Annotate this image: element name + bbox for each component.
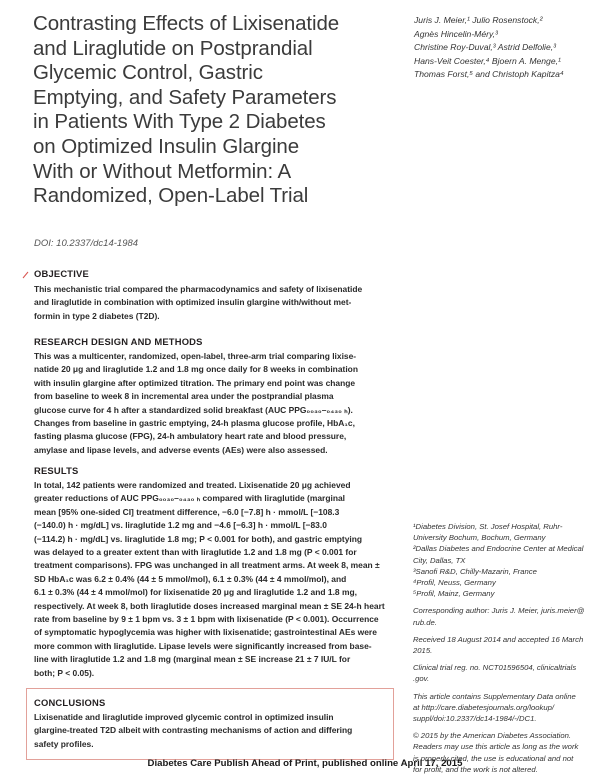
- clinical-trial-line: .gov.: [413, 674, 430, 684]
- results-line: line with liraglutide 1.2 and 1.8 mg (marginal mean ± SE increase 21 ± 7 IU/L for: [34, 654, 351, 665]
- conclusions-line: Lixisenatide and liraglutide improved glycemic control in optimized insulin: [34, 712, 334, 722]
- received-line: 2015.: [413, 646, 433, 656]
- results-line: of symptomatic hypoglycemia was higher with lixisenatide; gastrointestinal AEs were: [34, 627, 377, 638]
- methods-line: glucose curve for 4 h after a standardized solid breakfast (AUC PPG₀₀₃₀–₀₄₃₀ ₕ).: [34, 404, 353, 415]
- methods-line: natide 20 μg and liraglutide 1.2 and 1.8 mg once daily for 8 weeks in combination: [34, 364, 358, 375]
- results-line: 6.1 ± 0.3% (44 ± 4 mmol/mol) for lixisenatide 20 μg and liraglutide 1.2 and 1.8 mg,: [34, 587, 357, 598]
- results-line: more common with liraglutide. Lipase levels were significantly increased from base-: [34, 640, 372, 651]
- title-line: Contrasting Effects of Lixisenatide: [33, 12, 340, 35]
- affiliation-line: ²Dallas Diabetes and Endocrine Center at Medical: [413, 544, 584, 554]
- conclusions-line: glargine-treated T2D albeit with contrasting mechanisms of action and differing: [34, 725, 353, 736]
- results-line: was delayed to a greater extent than with liraglutide 1.2 and 1.8 mg (P < 0.001 for: [34, 547, 357, 558]
- annotation-mark-icon: [22, 271, 30, 279]
- affiliation-line: ⁴Profil, Neuss, Germany: [413, 578, 496, 588]
- author-line: Christine Roy-Duval,³ Astrid Delfolie,³: [414, 42, 556, 53]
- author-line: Agnès Hincelin-Méry,³: [414, 28, 498, 39]
- methods-line: Changes from baseline in gastric emptying, 24-h plasma glucose profile, HbA₁c,: [34, 418, 355, 429]
- publication-footer: Diabetes Care Publish Ahead of Print, published online April 17, 2015: [147, 758, 463, 769]
- results-line: treatment comparisons). FPG was unchanged in all treatment arms. At week 8, mean ±: [34, 560, 380, 571]
- author-line: Juris J. Meier,¹ Julio Rosenstock,²: [414, 15, 543, 25]
- affiliation-line: ¹Diabetes Division, St. Josef Hospital, Ruhr-: [413, 522, 563, 531]
- conclusions-body: [34, 711, 390, 751]
- title-line: in Patients With Type 2 Diabetes: [33, 110, 326, 134]
- corresponding-author-line: rub.de.: [413, 617, 437, 627]
- objective-line: formin in type 2 diabetes (T2D).: [34, 310, 160, 321]
- results-line: (−114.2) h · mg/dL] vs. liraglutide 1.8 mg; P < 0.001 for both), and gastric emptying: [34, 533, 363, 544]
- results-line: respectively. At week 8, both liraglutide doses increased marginal mean ± SE 24-h heart: [34, 600, 385, 611]
- title-line: Glycemic Control, Gastric: [33, 61, 263, 85]
- doi-text[interactable]: DOI: 10.2337/dc14-1984: [34, 238, 139, 249]
- clinical-trial-line: Clinical trial reg. no. NCT01596504, clinicaltrials: [413, 663, 577, 673]
- supplementary-link[interactable]: suppl/doi:10.2337/dc14-1984/-/DC1.: [413, 714, 537, 724]
- results-line: (−140.0) h · mg/dL] vs. liraglutide 1.2 mg and −4.6 [−6.3] h · mmol/L [−83.0: [34, 520, 327, 531]
- objective-line: This mechanistic trial compared the pharmacodynamics and safety of lixisenatide: [34, 284, 363, 294]
- author-line: Hans-Veit Coester,⁴ Bjoern A. Menge,¹: [414, 55, 561, 66]
- methods-line: This was a multicenter, randomized, open-label, three-arm trial comparing lixise-: [34, 351, 357, 361]
- results-body: [34, 479, 402, 680]
- methods-line: with insulin glargine after optimized titration. The primary end point was change: [34, 377, 356, 388]
- conclusions-line: safety profiles.: [34, 738, 94, 749]
- title-line: Emptying, and Safety Parameters: [33, 85, 337, 109]
- results-line: both; P < 0.05).: [34, 667, 95, 678]
- results-line: mean [95% one-sided CI] treatment difference, −6.0 [−7.8] h · mmol/L [−108.3: [34, 506, 340, 517]
- methods-line: from baseline to week 8 in incremental area under the postprandial plasma: [34, 391, 334, 402]
- methods-body: [34, 350, 399, 457]
- title-line: With or Without Metformin: A: [33, 159, 292, 183]
- supplementary-line: This article contains Supplementary Data online: [413, 691, 576, 701]
- title-line: on Optimized Insulin Glargine: [33, 134, 300, 158]
- copyright-line: © 2015 by the American Diabetes Association.: [413, 731, 572, 741]
- results-line: greater reductions of AUC PPG₀₀₃₀–₀₄₃₀ ₕ compared with liraglutide (marginal: [34, 493, 346, 504]
- title-line: Randomized, Open-Label Trial: [33, 184, 309, 208]
- conclusions-heading: CONCLUSIONS: [34, 697, 106, 708]
- received-line: Received 18 August 2014 and accepted 16 March: [413, 634, 584, 644]
- copyright-line: Readers may use this article as long as the work: [413, 742, 579, 752]
- supplementary-link[interactable]: at http://care.diabetesjournals.org/lookup/: [413, 702, 555, 712]
- corresponding-author-line: Corresponding author: Juris J. Meier, juris.meier@: [413, 606, 585, 616]
- results-line: In total, 142 patients were randomized and treated. Lixisenatide 20 μg achieved: [34, 480, 351, 490]
- article-title: [33, 12, 393, 209]
- affiliations-column: [413, 521, 603, 775]
- methods-heading: RESEARCH DESIGN AND METHODS: [34, 336, 203, 347]
- author-line: Thomas Forst,⁵ and Christoph Kapitza⁴: [414, 69, 564, 80]
- copyright-line: is properly cited, the use is educational and not: [413, 753, 574, 763]
- objective-line: and liraglutide in combination with optimized insulin glargine with/without met-: [34, 297, 352, 308]
- objective-body: [34, 283, 399, 323]
- affiliation-line: ³Sanofi R&D, Chilly-Mazarin, France: [413, 566, 537, 576]
- objective-heading: OBJECTIVE: [34, 268, 89, 279]
- affiliation-line: University Bochum, Bochum, Germany: [413, 533, 546, 543]
- title-line: and Liraglutide on Postprandial: [33, 36, 313, 60]
- affiliation-line: City, Dallas, TX: [413, 555, 466, 565]
- results-line: rate from baseline by 9 ± 1 bpm vs. 3 ± 1 bpm with lixisenatide (P < 0.001). Occurrence: [34, 614, 379, 625]
- affiliation-line: ⁵Profil, Mainz, Germany: [413, 589, 495, 599]
- author-list: [414, 14, 604, 82]
- results-line: SD HbA₁c was 6.2 ± 0.4% (44 ± 5 mmol/mol), 6.1 ± 0.3% (44 ± 4 mmol/mol), and: [34, 573, 347, 584]
- methods-line: amylase and lipase levels, and adverse events (AEs) were also assessed.: [34, 444, 328, 455]
- copyright-line: for profit, and the work is not altered.: [413, 764, 538, 774]
- results-heading: RESULTS: [34, 465, 79, 476]
- methods-line: fasting plasma glucose (FPG), 24-h ambulatory heart rate and blood pressure,: [34, 431, 347, 442]
